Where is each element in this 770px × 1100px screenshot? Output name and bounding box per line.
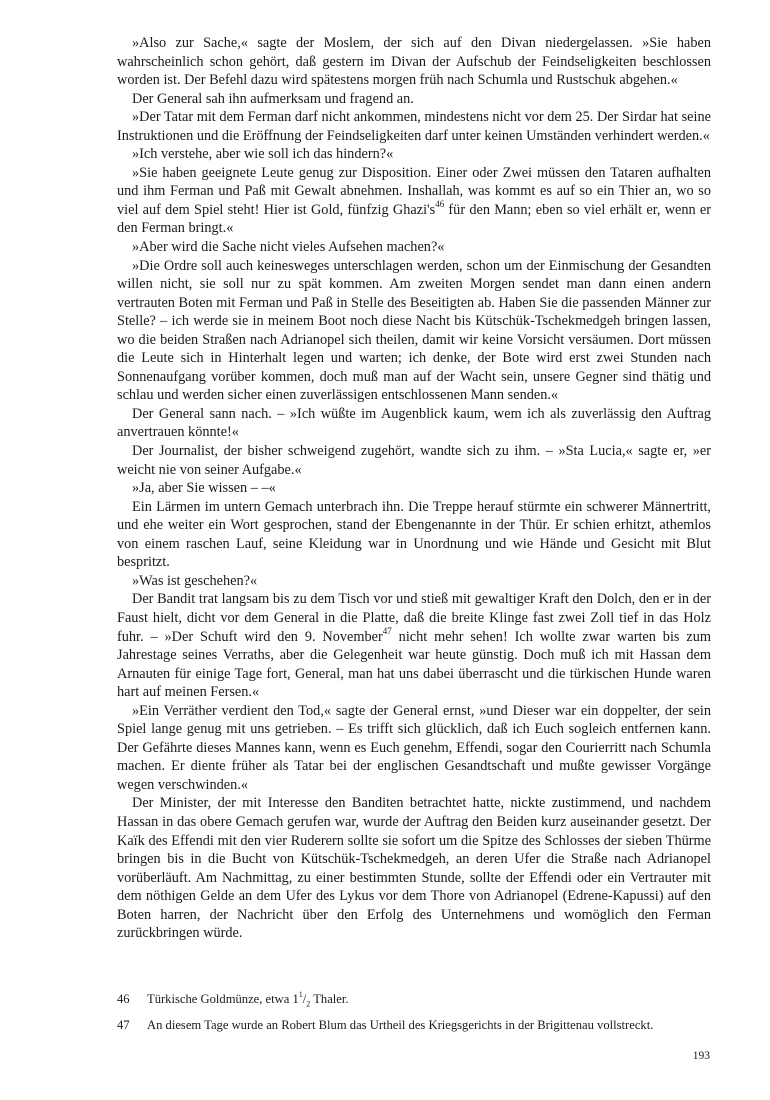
footnote-text-part: Türkische Goldmünze, etwa 1 [147,992,299,1006]
paragraph: »Aber wird die Sache nicht vieles Aufsehen machen?« [132,239,445,256]
footnote-46 [117,990,717,1008]
page-number: 193 [692,1050,710,1062]
footnote-47 [117,1016,717,1034]
footnote-ref-47[interactable]: 47 [382,625,392,636]
paragraph-text: Der Bandit trat langsam bis zu dem Tisch vor und stieß mit gewaltiger Kraft den Dolch, den er in der Faust hielt, dicht vor dem General in die Platte, daß die breite Klinge fast zwei Zoll tief in das Holz fuhr. – »Der Schuft wird den 9. November [117,591,711,645]
paragraph-text: nicht mehr sehen! Ich wollte zwar warten bis zum Jahrestage seines Verraths, aber die Gelegenheit war heute günstig. Doch muß ich mit Hassan dem Arnauten für einige Tage fort, General, man hat uns dabei überrascht und die türkischen Hunde waren hart auf meinen Fersen.« [117,628,711,701]
footnote-ref-46[interactable]: 46 [435,199,445,210]
body-text [117,34,711,943]
paragraph [117,590,711,701]
paragraph: Der General sann nach. – »Ich wüßte im Augenblick kaum, wem ich als zuverlässig den Auftrag anvertrauen könnte!« [117,405,711,441]
footnote-text [147,990,717,1008]
paragraph: »Ich verstehe, aber wie soll ich das hindern?« [132,146,394,163]
paragraph: Der General sah ihn aufmerksam und fragend an. [132,90,414,107]
footnote-number: 46 [117,992,130,1006]
paragraph [117,164,711,238]
footnote-number: 47 [117,1018,130,1032]
paragraph-text: »Sie haben geeignete Leute genug zur Disposition. Einer oder Zwei müssen den Tataren aufhalten und ihm Ferman und Paß mit Gewalt abnehmen. Inshallah, was kommt es auf so ein Thier an, wo so viel auf dem Spiel steht! Hier ist Gold, fünfzig Ghazi's [117,164,711,218]
paragraph: »Ein Verräther verdient den Tod,« sagte der General ernst, »und Dieser war ein doppelter, der sein Spiel lange genug mit uns getrieben. – Es trifft sich glücklich, daß ich Euch sogleich entfernen kann. Der Gefährte dieses Mannes kann, wenn es Euch genehm, Effendi, sogar den Courierritt nach Schumla machen. Er diente früher als Tatar bei der englischen Gesandtschaft und mußte gewisser Vorgänge wegen verschwinden.« [117,702,711,793]
paragraph: Der Journalist, der bisher schweigend zugehört, wandte sich zu ihm. – »Sta Lucia,« sagte er, »er weicht nie von seiner Aufgabe.« [117,443,711,478]
fraction-denominator: 2 [306,999,311,1009]
footnote-text: An diesem Tage wurde an Robert Blum das Urtheil des Kriegsgerichts in der Brigittenau vollstreckt. [147,1018,654,1032]
paragraph-text: für den Mann; eben so viel erhält er, wenn er den Ferman bringt.« [117,201,711,237]
paragraph: »Ja, aber Sie wissen – –« [132,480,276,497]
footnotes [117,990,717,1042]
footnote-text-part: Thaler. [310,992,349,1006]
paragraph: Der Minister, der mit Interesse den Banditen betrachtet hatte, nickte zustimmend, und nachdem Hassan in das obere Gemach gerufen war, wurde der Auftrag den Beiden kurz auseinander gesetzt. Der Kaïk des Effendi mit den vier Ruderern sollte sie sofort um die Spitze des Schlosses der sieben Thürme bringen bis in die Bucht von Kütschük-Tschekmedgeh, an deren Ufer die Straße nach Adrianopel vorüberläuft. Am Nachmittag, zu einer bestimmten Stunde, sollte der Effendi oder ein Vertrauter mit dem nöthigen Gelde an dem Ufer des Lykus vor dem Thore von Adrianopel (Edrene-Kapussi) auf den Boten harren, der Nachricht über den Erfolg des Unternehmens und womöglich den Ferman zurückbringen würde. [117,795,711,942]
paragraph: Ein Lärmen im untern Gemach unterbrach ihn. Die Treppe herauf stürmte ein schwerer Männertritt, und ehe weiter ein Wort gesprochen, stand der Ebengenannte in der Thür. Er schien erhitzt, athemlos von einem raschen Lauf, seine Kleidung war in Unordnung und wie Hände und Gesicht mit Blut bespritzt. [117,498,711,571]
paragraph: »Der Tatar mit dem Ferman darf nicht ankommen, mindestens nicht vor dem 25. Der Sirdar hat seine Instruktionen und die Eröffnung der Feindseligkeiten darf unter keinen Umständen verhindert werden.« [117,109,711,144]
fraction: $^1/_2$ [298,989,311,1009]
fraction-numerator: 1 [298,989,303,999]
paragraph: »Also zur Sache,« sagte der Moslem, der sich auf den Divan niedergelassen. »Sie haben wahrscheinlich schon gehört, daß gestern im Divan der Aufschub der Feindseligkeiten beschlossen worden ist. Der Befehl dazu wird spätestens morgen früh nach Schumla und Rustschuk abgehen.« [117,35,711,89]
paragraph: »Die Ordre soll auch keinesweges unterschlagen werden, schon um der Einmischung der Gesandten willen nicht, sie soll nur zu spät kommen. Am zweiten Morgen sendet man dann einen andern vertrauten Boten mit Ferman und Paß in Stelle des Beseitigten ab. Haben Sie die passenden Männer zur Stelle? – ich werde sie in meinem Boot noch diese Nacht bis Kütschük-Tschekmedgeh bringen lassen, wo die beiden Straßen nach Adrianopel sich theilen, damit wir keine Vorsicht versäumen. Dort müssen die Leute sich in Hinterhalt legen und warten; ich denke, der Bote wird erst zwei Stunden nach Sonnenaufgang vorüber kommen, doch muß man auf der Wacht sein, unsere Gegner sind thätig und schlau und werden sicher einen zuverlässigen entschlossenen Mann senden.« [117,257,711,404]
paragraph: »Was ist geschehen?« [132,572,258,589]
